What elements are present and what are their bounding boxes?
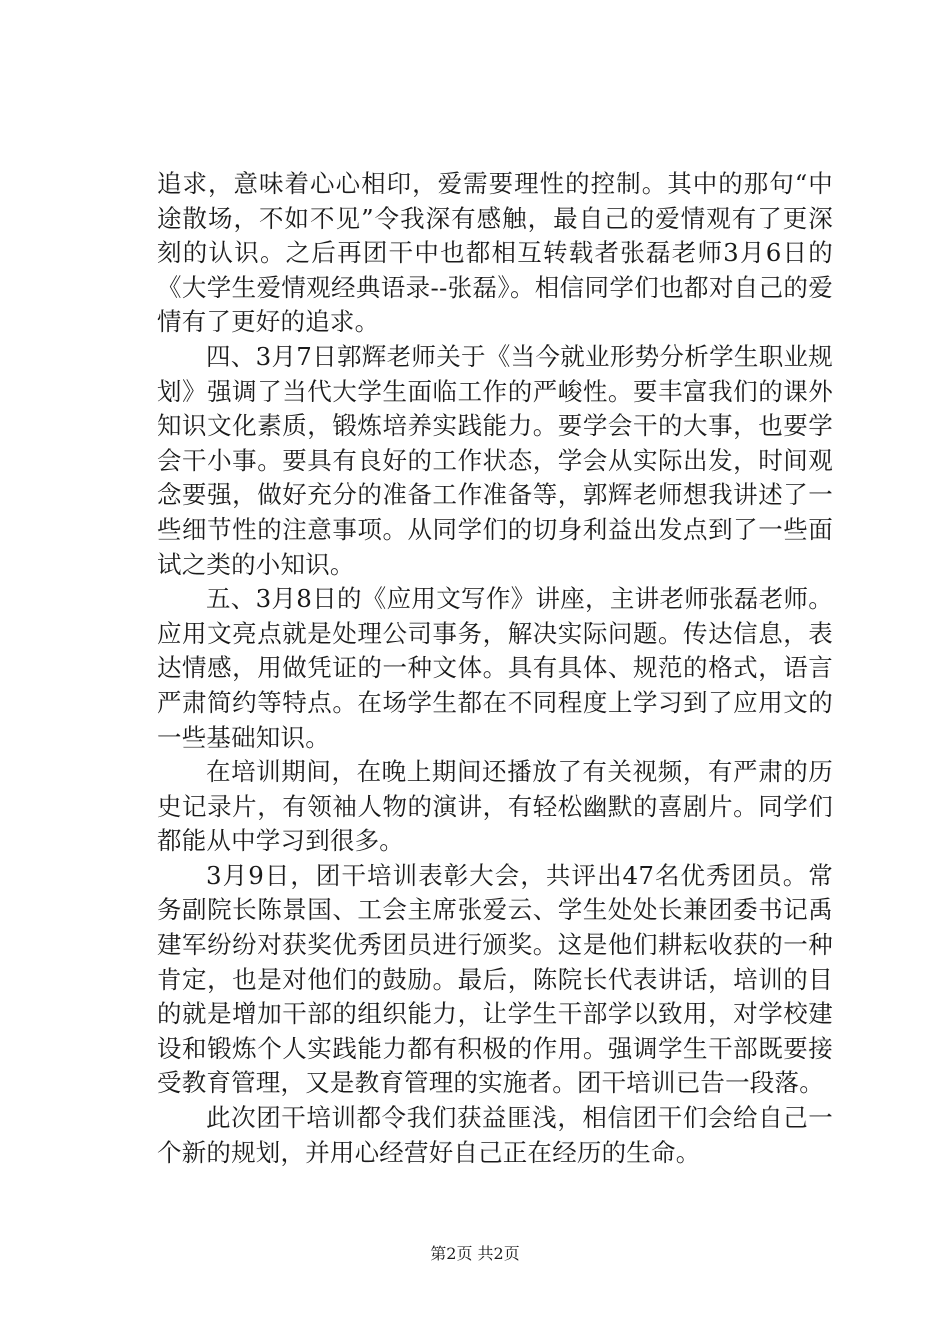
paragraph-award-ceremony: 3月9日，团干培训表彰大会，共评出47名优秀团员。常务副院长陈景国、工会主席张爱云、学生处处长兼团委书记禹建军纷纷对获奖优秀团员进行颁奖。这是他们耕耘收获的一种肯定，也是对他们的鼓励。最后，陈院长代表讲话，培训的目的就是增加干部的组织能力，让学生干部学以致用，对学校建设和锻炼个人实践能力都有积极的作用。强调学生干部既要接受教育管理，又是教育管理的实施者。团干培训已告一段落。: [157, 860, 833, 1098]
paragraph-section-four: 四、3月7日郭辉老师关于《当今就业形势分析学生职业规划》强调了当代大学生面临工作的严峻性。要丰富我们的课外知识文化素质，锻炼培养实践能力。要学会干的大事，也要学会干小事。要具有良好的工作状态，学会从实际出发，时间观念要强，做好充分的准备工作准备等，郭辉老师想我讲述了一些细节性的注意事项。从同学们的切身利益出发点到了一些面试之类的小知识。: [157, 341, 833, 579]
page-number-footer: 第2页 共2页: [430, 1244, 520, 1263]
document-body: [157, 167, 833, 1170]
paragraph-video-screening: 在培训期间，在晚上期间还播放了有关视频，有严肃的历史记录片，有领袖人物的演讲，有轻松幽默的喜剧片。同学们都能从中学习到很多。: [157, 757, 833, 856]
paragraph-continuation: 追求，意味着心心相印，爱需要理性的控制。其中的那句“中途散场，不如不见”令我深有感触，最自己的爱情观有了更深刻的认识。之后再团干中也都相互转载者张磊老师3月6日的《大学生爱情观经典语录--张磊》。相信同学们也都对自己的爱情有了更好的追求。: [157, 169, 833, 337]
paragraph-conclusion: 此次团干培训都令我们获益匪浅，相信团干们会给自己一个新的规划，并用心经营好自己正在经历的生命。: [157, 1103, 833, 1167]
paragraph-section-five: 五、3月8日的《应用文写作》讲座，主讲老师张磊老师。应用文亮点就是处理公司事务，解决实际问题。传达信息，表达情感，用做凭证的一种文体。具有具体、规范的格式，语言严肃简约等特点。在场学生都在不同程度上学习到了应用文的一些基础知识。: [157, 584, 833, 752]
